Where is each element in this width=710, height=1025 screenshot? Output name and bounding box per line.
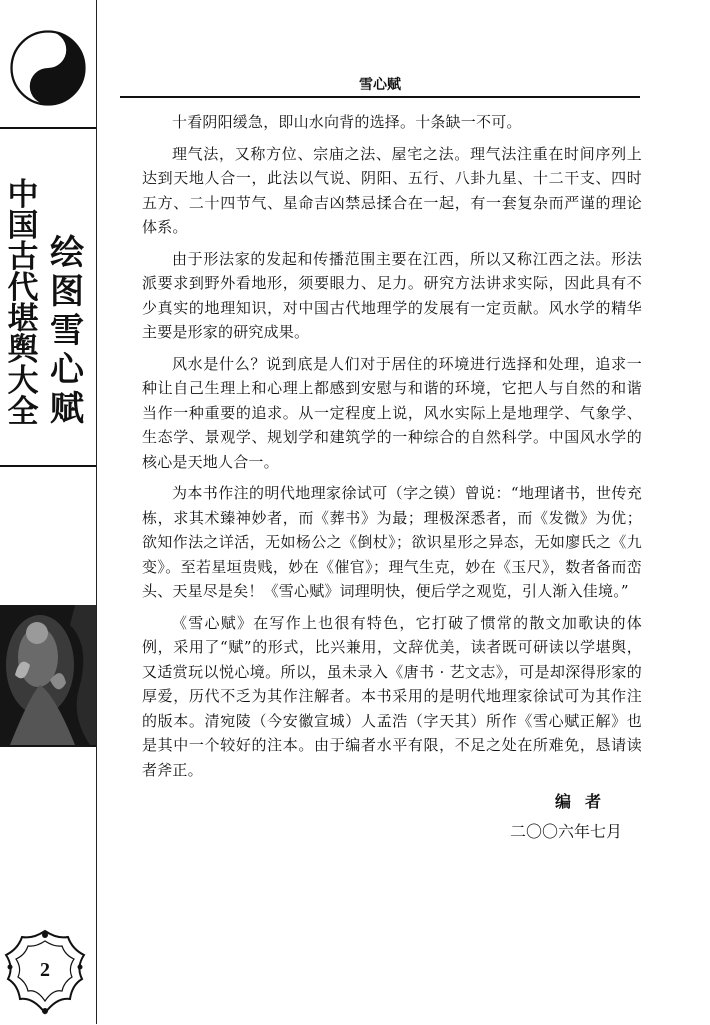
yin-yang-icon [10, 30, 86, 106]
paragraph: 《雪心赋》在写作上也很有特色，它打破了惯常的散文加歌诀的体例，采用了“赋”的形式，比兴兼用，文辞优美，读者既可研读以学堪舆，又适赏玩以悦心境。所以，虽未录入《唐书 · 艺文志》，可是却深得形家的厚爱，历代不乏为其作注解者。本书采用的是明代地理家徐试可为其作注的版本。清宛陵（今安徽宣城）人孟浩（字天其）所作《雪心赋正解》也是其中一个较好的注本。由于编者水平有限，不足之处在所难免，恳请读者斧正。 [142, 613, 642, 779]
page-number-badge [2, 925, 88, 1021]
page-number: 2 [40, 959, 50, 981]
header-rule [120, 96, 640, 98]
paragraph: 为本书作注的明代地理家徐试可（字之镆）曾说：“地理诸书，世传充栋，求其术臻神妙者，而《葬书》为最；理极深悉者，而《发微》为优；欲知作法之详活，无如杨公之《倒杖》；欲识星形之异态，无如廖氏之《九变》。至若星垣贵贱，妙在《催官》；理气生克，妙在《玉尺》，数者备而峦头、天星尽是矣！《雪心赋》词理明快，便后学之观览，引人渐入佳境。” [142, 484, 642, 600]
decorative-art [0, 605, 96, 747]
sidebar-rule-top [0, 127, 96, 129]
sidebar-rule-bottom [0, 465, 96, 467]
paragraph: 风水是什么？说到底是人们对于居住的环境进行选择和处理，追求一种让自己生理上和心理上都感到安慰与和谐的环境，它把人与自然的和谐当作一种重要的追求。从一定程度上说，风水实际上是地理学、气象学、生态学、景观学、规划学和建筑学的一种综合的自然科学。中国风水学的核心是天地人合一。 [142, 354, 642, 471]
book-title: 绘图雪心赋 [50, 233, 84, 429]
paragraph: 由于形法家的发起和传播范围主要在江西，所以又称江西之法。形法派要求到野外看地形，须要眼力、足力。研究方法讲求实际，因此具有不少真实的地理知识，对中国古代地理学的发展有一定贡献。风水学的精华主要是形家的研究成果。 [142, 249, 642, 341]
date: 二〇〇六年七月 [510, 822, 623, 841]
paragraph: 理气法，又称方位、宗庙之法、屋宅之法。理气法注重在时间序列上达到天地人合一，此法以气说、阴阳、五行、八卦九星、十二干支、四时五方、二十四节气、星命吉凶禁忌揉合在一起，有一套复杂而严谨的理论体系。 [142, 144, 642, 236]
paragraph: 十看阴阳缓急，即山水向背的选择。十条缺一不可。 [172, 113, 522, 131]
sidebar [0, 0, 97, 1024]
series-title: 中国古代堪舆大全 [7, 177, 39, 430]
running-header: 雪心赋 [359, 77, 401, 93]
body-text [142, 110, 642, 789]
signature: 编者 [555, 792, 616, 811]
